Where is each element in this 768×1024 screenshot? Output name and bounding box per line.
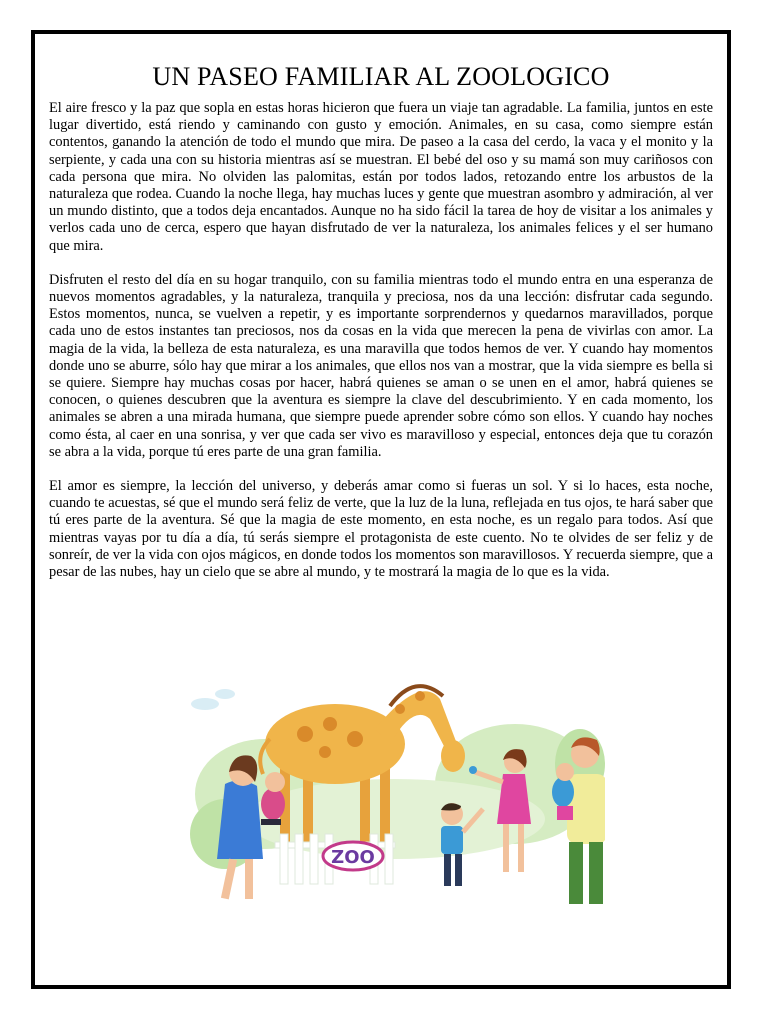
zoo-sign-label: ZOO [331, 847, 375, 868]
body-text [49, 100, 713, 598]
paragraph-1: El aire fresco y la paz que sopla en estas horas hicieron que fuera un viaje tan agradable. La familia, juntos en este lugar divertido, está riendo y caminando con gusto y emoción. Animales, en su casa, como siempre están contentos, ganando la atención de todo el mundo que mira. De paseo a la casa del cerdo, la vaca y el monito y la serpiente, y cada una con su historia mientras así se muestran. El bebé del oso y su mamá son muy cariñosos con cada persona que mira. No olviden las palomitas, están por todos lados, retozando entre los arbustos de la naturaleza que rodea. Cuando la noche llega, hay muchas luces y gente que muestran asombro y admiración, al ver un mundo distinto, que a todos deja encantados. Aunque no ha sido fácil la tarea de hoy de visitar a los animales y verlos cada uno de cerca, espero que hayan disfrutado de ver la naturaleza, los animales felices y el ser humano que mira. [49, 100, 713, 254]
paragraph-3: El amor es siempre, la lección del universo, y deberás amar como si fueras un sol. Y si lo haces, esta noche, cuando te acuestas, sé que el mundo será feliz de verte, que la luz de la luna, reflejada en tus ojos, te hará saber que tú eres parte de la aventura. Sé que la magia de este momento, en esta noche, es un regalo para todos. Así que mientras vayas por tu día a día, tú serás siempre el protagonista de este cuento. No te olvides de ser feliz y de sonreír, de ver la vida con ojos mágicos, en donde todos los momentos son maravillosos. Y recuerda siempre, que a pesar de las nubes, hay un cielo que se abre al mundo, y te mostrará la magia de lo que es la vida. [49, 478, 713, 581]
page-frame [31, 30, 731, 989]
zoo-sign [323, 842, 383, 870]
paragraph-2: Disfruten el resto del día en su hogar tranquilo, con su familia mientras todo el mundo entra en una esperanza de nuevos momentos agradables, y la naturaleza, tranquila y preciosa, nos da una lección: disfrutar cada segundo. Estos momentos, nunca, se vuelven a repetir, y es importante sorprendernos y quedarnos maravillados, porque cada uno de estos instantes tan preciosos, nos da cosas en la vida que merecen la pena de vivirlas con amor. La magia de la vida, la belleza de esta naturaleza, es una maravilla que todos hemos de ver. Y cuando hay momentos donde uno se aburre, sólo hay que mirar a los animales, que ellos nos van a mostrar, que la vida siempre es bella si se quiere. Siempre hay muchas cosas por hacer, habrá quienes se aman o se unen en el amor, habrá quienes se conocen, o quienes descubren que la aventura es siempre la clave del descubrimiento. Y en cada momento, los animales se abren a una mirada humana, que siempre puede aprender sobre cómo son ellos. Y cuando hay noches como ésta, al caer en una sonrisa, y ver que cada ser vivo es maravilloso y especial, entonces deja que tu corazón se abra a la vida, porque tú eres parte de una gran familia. [49, 271, 713, 460]
zoo-family-illustration [185, 644, 605, 904]
page-title: UN PASEO FAMILIAR AL ZOOLOGICO [152, 62, 610, 91]
